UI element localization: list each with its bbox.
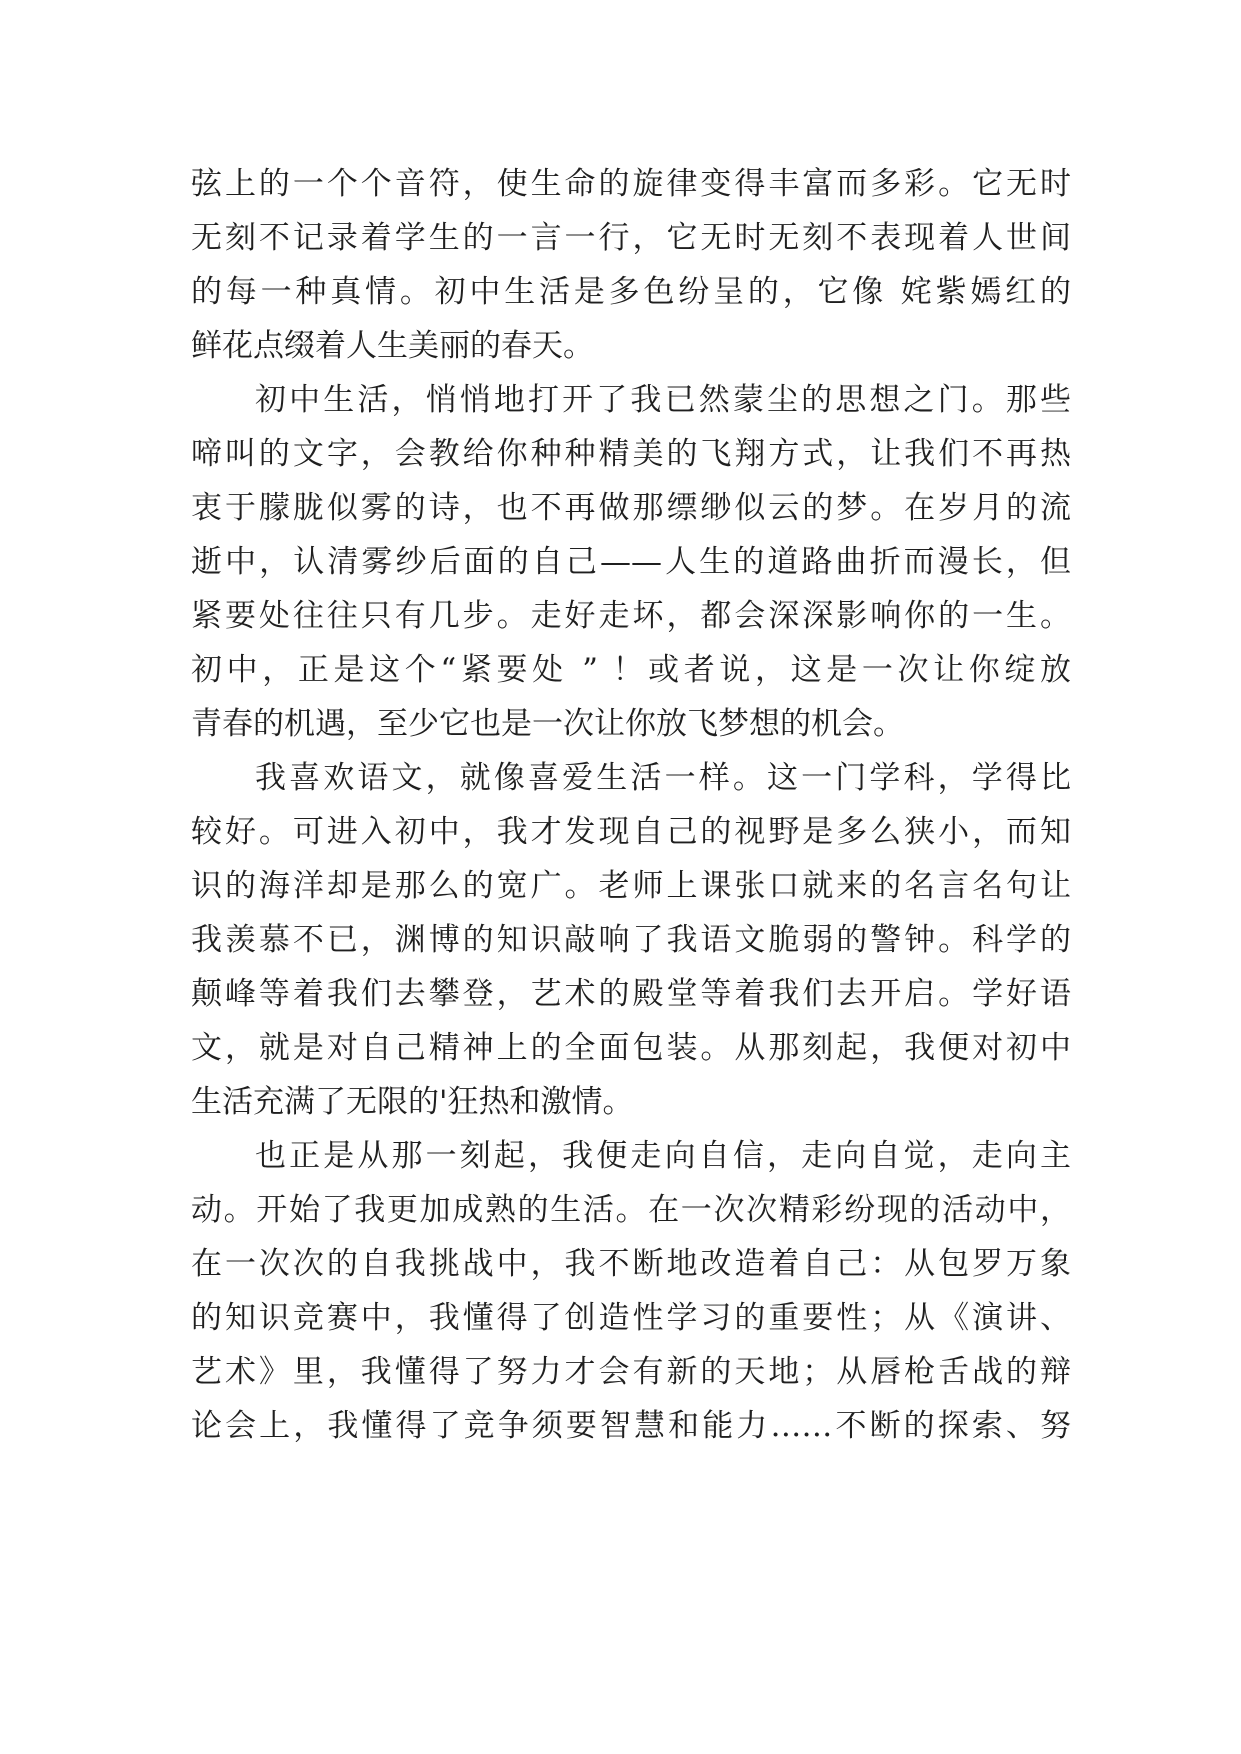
text-line: 动。开始了我更加成熟的生活。在一次次精彩纷现的活动中， bbox=[191, 1192, 1071, 1228]
paragraph bbox=[191, 1129, 1071, 1453]
text-line: 也正是从那一刻起，我便走向自信，走向自觉，走向主 bbox=[255, 1138, 1071, 1174]
paragraph bbox=[191, 157, 1071, 373]
text-line: 生活充满了无限的'狂热和激情。 bbox=[191, 1084, 634, 1120]
document-body bbox=[191, 157, 1071, 1453]
text-line: 较好。可进入初中，我才发现自己的视野是多么狭小，而知 bbox=[191, 814, 1071, 850]
text-line: 论会上，我懂得了竞争须要智慧和能力……不断的探索、努 bbox=[191, 1408, 1071, 1444]
text-line: 啼叫的文字，会教给你种种精美的飞翔方式，让我们不再热 bbox=[191, 436, 1071, 472]
text-line: 艺术》里，我懂得了努力才会有新的天地；从唇枪舌战的辩 bbox=[191, 1354, 1071, 1390]
text-line: 弦上的一个个音符，使生命的旋律变得丰富而多彩。它无时 bbox=[191, 166, 1071, 202]
text-line: 初中生活，悄悄地打开了我已然蒙尘的思想之门。那些 bbox=[255, 382, 1071, 418]
text-line: 在一次次的自我挑战中，我不断地改造着自己：从包罗万象 bbox=[191, 1246, 1071, 1282]
text-line: 我喜欢语文，就像喜爱生活一样。这一门学科，学得比 bbox=[255, 760, 1071, 796]
text-line: 的知识竞赛中，我懂得了创造性学习的重要性；从《演讲、 bbox=[191, 1300, 1071, 1336]
text-line: 无刻不记录着学生的一言一行，它无时无刻不表现着人世间 bbox=[191, 220, 1071, 256]
text-line: 衷于朦胧似雾的诗，也不再做那缥缈似云的梦。在岁月的流 bbox=[191, 490, 1071, 526]
text-line: 文，就是对自己精神上的全面包装。从那刻起，我便对初中 bbox=[191, 1030, 1071, 1066]
text-line: 初中，正是这个“紧要处 ” ！或者说，这是一次让你绽放 bbox=[191, 652, 1071, 688]
text-line: 的每一种真情。初中生活是多色纷呈的，它像 姹紫嫣红的 bbox=[191, 274, 1071, 310]
text-line: 紧要处往往只有几步。走好走坏，都会深深影响你的一生。 bbox=[191, 598, 1071, 634]
text-line: 鲜花点缀着人生美丽的春天。 bbox=[191, 328, 594, 364]
paragraph bbox=[191, 751, 1071, 1129]
text-line: 我羡慕不已，渊博的知识敲响了我语文脆弱的警钟。科学的 bbox=[191, 922, 1071, 958]
text-line: 青春的机遇，至少它也是一次让你放飞梦想的机会。 bbox=[191, 706, 904, 742]
paragraph bbox=[191, 373, 1071, 751]
text-line: 颠峰等着我们去攀登，艺术的殿堂等着我们去开启。学好语 bbox=[191, 976, 1071, 1012]
text-line: 识的海洋却是那么的宽广。老师上课张口就来的名言名句让 bbox=[191, 868, 1071, 904]
text-line: 逝中，认清雾纱后面的自己——人生的道路曲折而漫长，但 bbox=[191, 544, 1071, 580]
